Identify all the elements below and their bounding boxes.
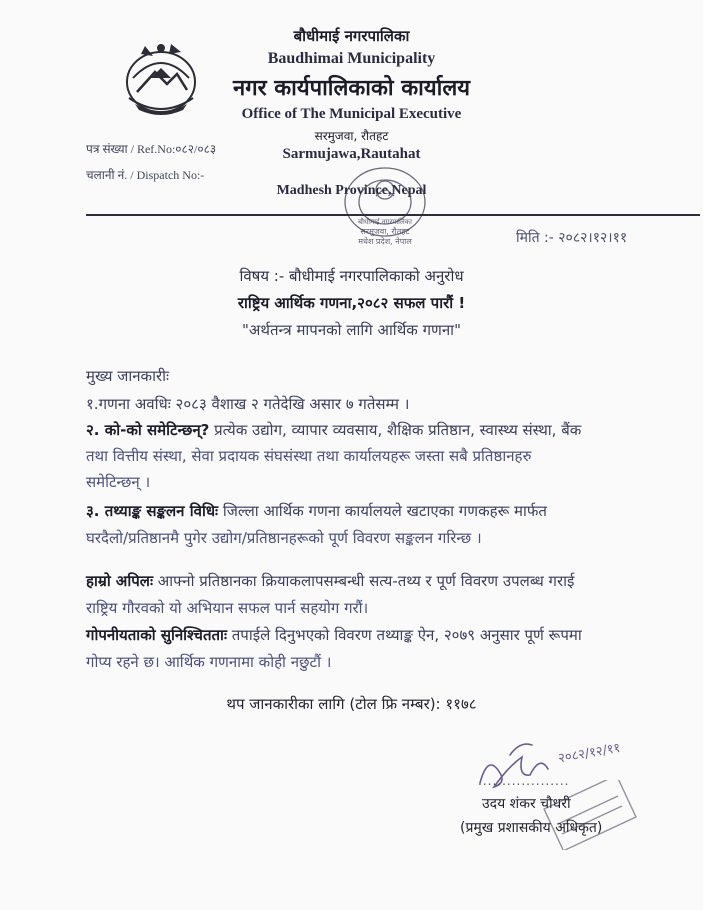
item-3-label: ३. तथ्याङ्क सङ्कलन विधिः	[86, 502, 219, 520]
main-info-heading: मुख्य जानकारीः	[86, 367, 170, 385]
privacy-line1	[86, 625, 582, 645]
subject-line: विषय :- बौधीमाई नगरपालिकाको अनुरोध	[239, 267, 464, 285]
item-3-line1	[86, 501, 547, 521]
privacy-label: गोपनीयताको सुनिश्चितताः	[86, 626, 227, 644]
letter-date: मिति :- २०८२।१२।११	[516, 230, 628, 246]
stamp-text-line3: मधेश प्रदेश, नेपाल	[358, 237, 412, 246]
reference-number: पत्र संख्या / Ref.No:०८२/०८३	[86, 142, 217, 156]
address-nepali: सरमुजवा, रौतहट	[314, 129, 389, 143]
appeal-line2: राष्ट्रिय गौरवको यो अभियान सफल पार्न सहयोग गरौं।	[86, 599, 369, 617]
signature-line: ...................	[478, 774, 570, 788]
item-2-label: २. को-को समेटिन्छन्?	[86, 421, 210, 439]
appeal-line1	[86, 571, 574, 591]
item-3-line2: घरदैलो/प्रतिष्ठानमै पुगेर उद्योग/प्रतिष्ठानहरूको पूर्ण विवरण सङ्कलन गरिन्छ ।	[86, 529, 482, 547]
privacy-line2: गोप्य रहने छ। आर्थिक गणनामा कोही नछुटौं ।	[86, 653, 332, 671]
address-english-line2: Madhesh Province,Nepal	[276, 183, 427, 198]
office-name-english: Office of The Municipal Executive	[241, 106, 462, 122]
item-2-line3: समेटिन्छन् ।	[86, 473, 151, 491]
address-english-line1: Sarmujawa,Rautahat	[282, 146, 421, 162]
privacy-text: तपाईले दिनुभएको विवरण तथ्याङ्क ऐन, २०७९ अनुसार पूर्ण रूपमा	[226, 626, 582, 644]
office-name-nepali: नगर कार्यपालिकाको कार्यालय	[233, 76, 470, 101]
item-2-line2: तथा वित्तीय संस्था, सेवा प्रदायक संघसंस्था तथा कार्यालयहरू जस्ता सबै प्रतिष्ठानहरु	[86, 447, 532, 465]
dispatch-number: चलानी नं. / Dispatch No:-	[86, 168, 205, 182]
header-divider	[86, 214, 700, 216]
officer-rubber-stamp	[540, 780, 640, 850]
stamp-text-line1: बौधीमाई नगरपालिका	[358, 218, 412, 226]
appeal-label: हाम्रो अपिलः	[86, 572, 153, 590]
item-2-text: प्रत्येक उद्योग, व्यापार व्यवसाय, शैक्षिक प्रतिष्ठान, स्वास्थ्य संस्था, बैंक	[209, 421, 582, 439]
subject-slogan: "अर्थतन्त्र मापनको लागि आर्थिक गणना"	[242, 321, 461, 339]
item-1-period: १.गणना अवधिः २०८३ वैशाख २ गतेदेखि असार ७ गतेसम्म ।	[86, 395, 410, 413]
toll-free-info: थप जानकारीका लागि (टोल फ्रि नम्बर): ११७८	[226, 695, 477, 713]
subject-headline: राष्ट्रिय आर्थिक गणना,२०८२ सफल पारौं !	[237, 294, 466, 312]
signer-name: उदय शंकर चौधरी	[482, 796, 571, 812]
signature-date: २०८२/१२/११	[557, 740, 622, 767]
stamp-text-line2: सरमुजवा, रौतहट	[360, 227, 410, 236]
signer-title: (प्रमुख प्रशासकीय अधिकृत)	[460, 820, 603, 836]
municipality-name-nepali: बौधीमाई नगरपालिका	[293, 27, 410, 45]
item-2-line1	[86, 420, 581, 440]
office-seal-stamp	[330, 162, 440, 252]
item-3-text: जिल्ला आर्थिक गणना कार्यालयले खटाएका गणकहरू मार्फत	[218, 502, 547, 520]
municipality-name-english: Baudhimai Municipality	[267, 50, 436, 67]
appeal-text: आफ्नो प्रतिष्ठानका क्रियाकलापसम्बन्धी सत्य-तथ्य र पूर्ण विवरण उपलब्ध गराई	[153, 572, 575, 590]
